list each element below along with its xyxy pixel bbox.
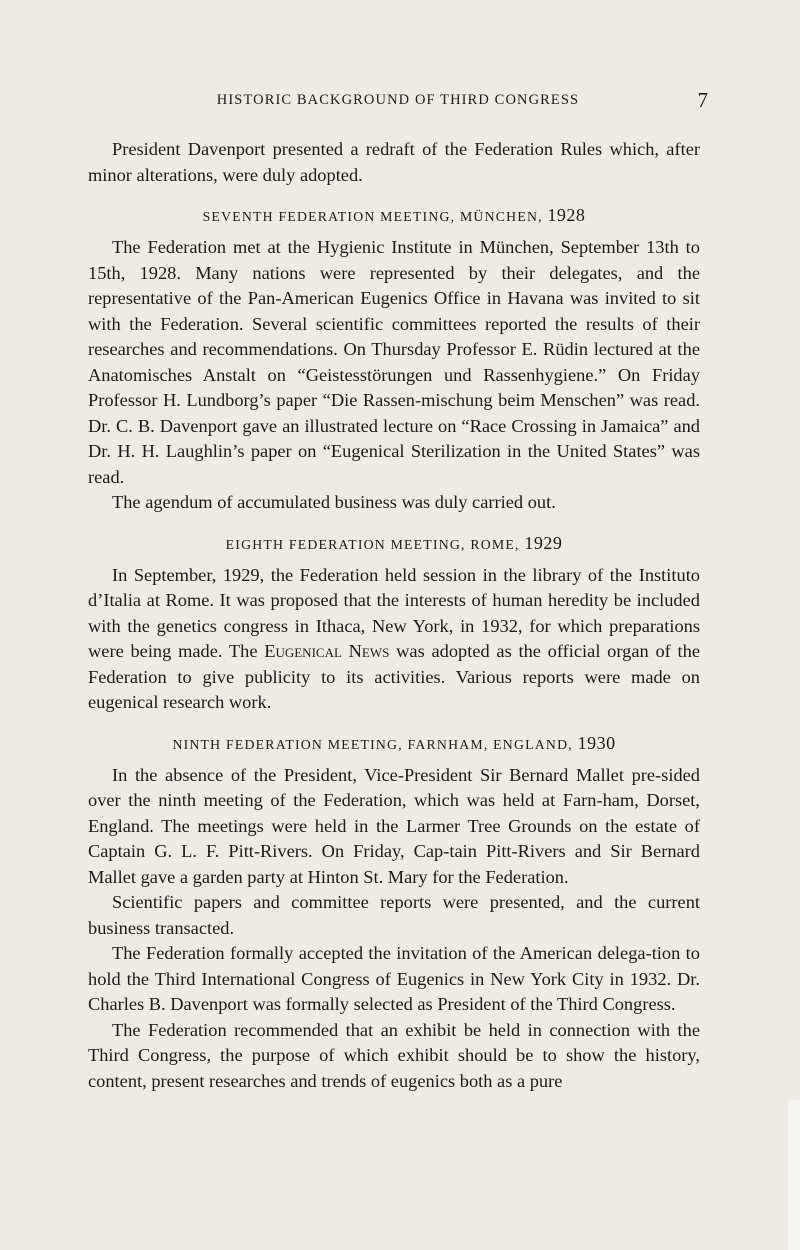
section-heading-eighth-meeting bbox=[88, 530, 700, 558]
publication-title: Eugenical News bbox=[264, 641, 390, 661]
section-heading-text: EIGHTH FEDERATION MEETING, ROME, bbox=[225, 536, 520, 552]
paragraph: The agendum of accumulated business was duly carried out. bbox=[112, 492, 556, 512]
paragraph: The Federation recommended that an exhibit be held in connection with the Third Congress, the purpose of which exhibit should be to show the history, content, present researches and trends of eugenics both as a pure bbox=[88, 1019, 700, 1091]
paragraph: The Federation formally accepted the invitation of the American delega-tion to hold the Third International Congress of Eugenics in New York City in 1932. Dr. Charles B. Davenport was formally selected as President of the Third Congress. bbox=[88, 943, 700, 1014]
paragraph: The Federation met at the Hygienic Institute in München, September 13th to 15th, 1928. Many nations were represented by their delegates, and the representative of the Pan-American Eugenics Office in Havana was invited to sit with the Federation. Several scientific committees reported the results of their researches and recommendations. On Thursday Professor E. Rüdin lectured at the Anatomisches Anstalt on “Geistesstörungen und Rassenhygiene.” On Friday Professor H. Lundborg’s paper “Die Rassen-mischung beim Menschen” was read. Dr. C. B. Davenport gave an illustrated lecture on “Race Crossing in Jamaica” and Dr. H. H. Laughlin’s paper on “Eugenical Sterilization in the United States” was read. bbox=[88, 237, 700, 487]
section-heading-text: NINTH FEDERATION MEETING, FARNHAM, ENGLAND, bbox=[172, 736, 573, 752]
section-heading-year: 1929 bbox=[524, 532, 563, 553]
page-edge bbox=[788, 1100, 800, 1250]
opening-paragraph: President Davenport presented a redraft of the Federation Rules which, after minor alterations, were duly adopted. bbox=[88, 139, 700, 185]
paragraph-text: In September, 1929, the Federation held session in the library of the Instituto d’Italia at Rome. It was proposed that the interests of human heredity be included with the genetics congress in Ithaca, New York, in 1932, for which preparations were being made. The bbox=[88, 564, 700, 661]
section-heading-text: SEVENTH FEDERATION MEETING, MÜNCHEN, bbox=[202, 209, 543, 224]
paragraph: In the absence of the President, Vice-President Sir Bernard Mallet pre-sided over the ninth meeting of the Federation, which was held at Farn-ham, Dorset, England. The meetings were held in the Larmer Tree Grounds on the estate of Captain G. L. F. Pitt-Rivers. On Friday, Cap-tain Pitt-Rivers and Sir Bernard Mallet gave a garden party at Hinton St. Mary for the Federation. bbox=[88, 764, 700, 887]
paragraph: Scientific papers and committee reports were presented, and the current business transacted. bbox=[88, 892, 700, 938]
section-heading-year: 1928 bbox=[547, 205, 586, 225]
running-head bbox=[88, 84, 708, 116]
body-text bbox=[88, 137, 700, 1094]
section-heading-seventh-meeting bbox=[88, 202, 700, 230]
paragraph-text: was adopted as the official organ of the Federation to give publicity to its activities. Various reports were made on eugenical research work. bbox=[88, 641, 700, 712]
section-heading-ninth-meeting bbox=[88, 730, 700, 758]
page-number: 7 bbox=[697, 88, 708, 112]
running-title: HISTORIC BACKGROUND OF THIRD CONGRESS bbox=[216, 92, 580, 108]
section-heading-year: 1930 bbox=[577, 732, 616, 753]
paragraph bbox=[88, 563, 700, 716]
